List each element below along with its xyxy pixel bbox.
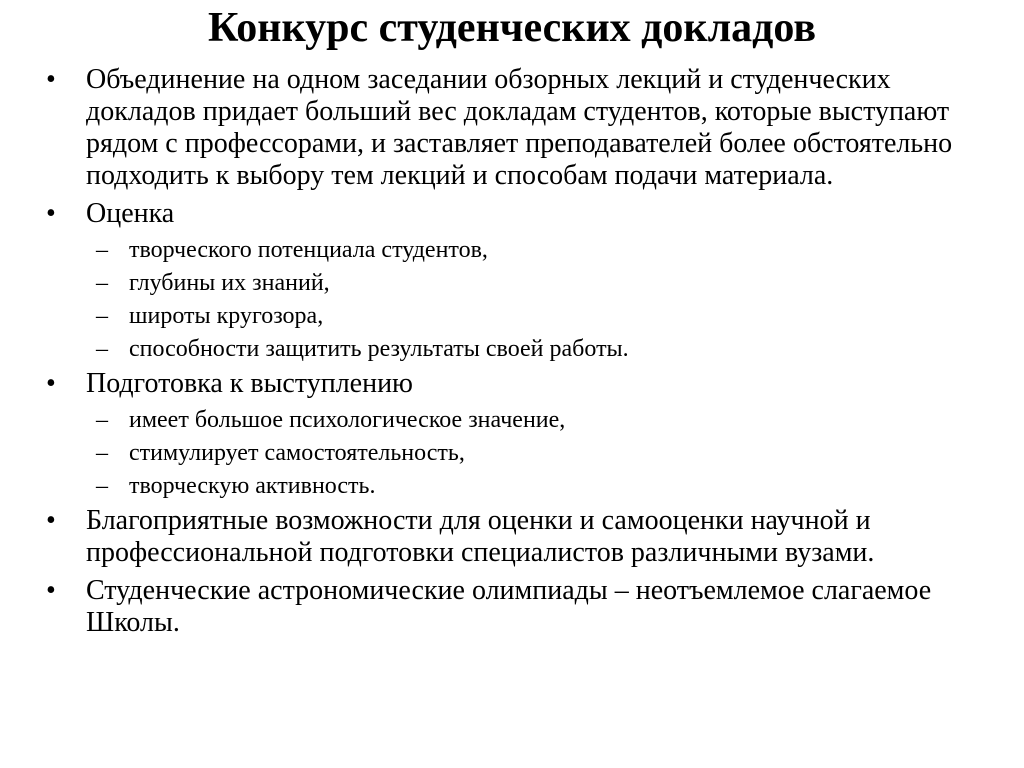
sub-item: [40, 472, 1000, 500]
bullet-marker: •: [46, 575, 56, 606]
bullet-item-merging: [40, 64, 1000, 192]
dash-marker: –: [96, 336, 108, 362]
sub-item: [40, 406, 1000, 434]
bullet-marker: •: [46, 198, 56, 229]
bullet-item-preparation: [40, 368, 1000, 400]
sub-item: [40, 236, 1000, 264]
bullet-marker: •: [46, 368, 56, 399]
bullet-marker: •: [46, 64, 56, 95]
dash-marker: –: [96, 270, 108, 296]
dash-marker: –: [96, 440, 108, 466]
sub-text: глубины их знаний,: [129, 270, 330, 296]
bullet-marker: •: [46, 505, 56, 536]
bullet-text: Оценка: [86, 198, 175, 229]
bullet-text: Студенческие астрономические олимпиады – неотъемлемое слагаемое Школы.: [86, 575, 932, 638]
sub-text: имеет большое психологическое значение,: [129, 407, 566, 433]
dash-marker: –: [96, 407, 108, 433]
sub-text: стимулирует самостоятельность,: [129, 440, 465, 466]
sub-text: способности защитить результаты своей работы.: [129, 336, 629, 362]
bullet-item-opportunities: [40, 505, 1000, 569]
bullet-item-assessment: [40, 198, 1000, 230]
sub-text: широты кругозора,: [129, 303, 324, 329]
dash-marker: –: [96, 473, 108, 499]
sub-list-assessment: [40, 236, 1000, 363]
bullet-text: Объединение на одном заседании обзорных лекций и студенческих докладов придает больший вес докладам студентов, которые выступают рядом с профессорами, и заставляет преподавателей более обстоятельно подходить к выбору тем лекций и способам подачи материала.: [86, 64, 953, 191]
slide-title: Конкурс студенческих докладов: [207, 5, 817, 51]
dash-marker: –: [96, 303, 108, 329]
sub-item: [40, 335, 1000, 363]
sub-text: творческую активность.: [129, 473, 376, 499]
sub-item: [40, 439, 1000, 467]
bullet-list: [40, 64, 1000, 645]
sub-item: [40, 302, 1000, 330]
dash-marker: –: [96, 237, 108, 263]
sub-text: творческого потенциала студентов,: [129, 237, 488, 263]
bullet-text: Благоприятные возможности для оценки и самооценки научной и профессиональной подготовки специалистов различными вузами.: [86, 505, 875, 568]
bullet-item-olympiads: [40, 575, 1000, 639]
bullet-text: Подготовка к выступлению: [86, 368, 413, 399]
sub-item: [40, 269, 1000, 297]
sub-list-preparation: [40, 406, 1000, 500]
